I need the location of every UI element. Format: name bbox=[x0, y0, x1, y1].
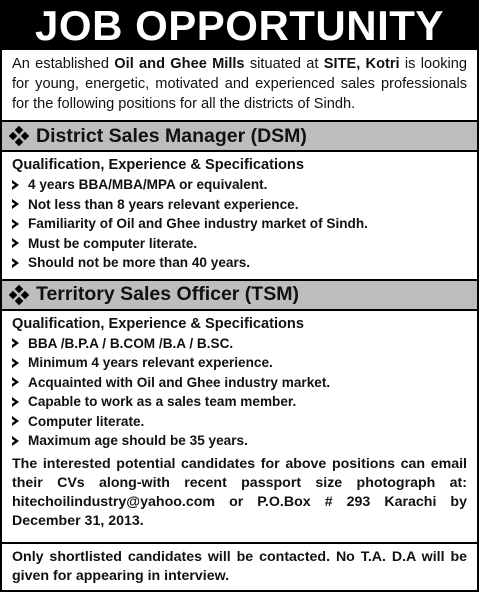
list-item: Must be computer literate. bbox=[12, 234, 477, 254]
tsm-requirements-list bbox=[2, 334, 477, 451]
arrow-bullet-icon bbox=[12, 199, 19, 209]
position-title: Territory Sales Officer (TSM) bbox=[36, 283, 299, 305]
intro-text-2: situated at bbox=[244, 56, 324, 72]
intro-text-1: An established bbox=[12, 56, 115, 72]
position-tsm-header bbox=[2, 279, 477, 311]
list-item: Not less than 8 years relevant experience. bbox=[12, 195, 477, 215]
headline: JOB OPPORTUNITY bbox=[2, 2, 477, 50]
company-name: Oil and Ghee Mills bbox=[114, 56, 245, 72]
list-item: Maximum age should be 35 years. bbox=[12, 431, 477, 451]
list-item: Capable to work as a sales team member. bbox=[12, 392, 477, 412]
list-item: Acquainted with Oil and Ghee industry market. bbox=[12, 373, 477, 393]
arrow-bullet-icon bbox=[12, 338, 19, 348]
arrow-bullet-icon bbox=[12, 397, 19, 407]
list-item: 4 years BBA/MBA/MPA or equivalent. bbox=[12, 175, 477, 195]
contact-paragraph: The interested potential candidates for above positions can email their CVs along-with recent passport size photograph at: hitechoilindustry@yahoo.com or P.O.Box # 293 Karachi by December 31, 2013. bbox=[12, 455, 467, 529]
dsm-requirements-list bbox=[2, 175, 477, 273]
qualification-subheading: Qualification, Experience & Specifications bbox=[12, 315, 304, 332]
arrow-bullet-icon bbox=[12, 377, 19, 387]
arrow-bullet-icon bbox=[12, 180, 19, 190]
list-item: Familiarity of Oil and Ghee industry market of Sindh. bbox=[12, 214, 477, 234]
position-title: District Sales Manager (DSM) bbox=[36, 124, 307, 147]
qualification-subheading: Qualification, Experience & Specifications bbox=[12, 157, 304, 173]
intro-text-3: is looking for young, energetic, motivated and experienced sales professionals for the following positions for all the districts of Sindh. bbox=[12, 56, 468, 112]
arrow-bullet-icon bbox=[12, 436, 19, 446]
list-item: Should not be more than 40 years. bbox=[12, 253, 477, 273]
position-dsm-header bbox=[2, 120, 477, 152]
diamond-bullet-icon bbox=[10, 127, 28, 145]
list-item: BBA /B.P.A / B.COM /B.A / B.SC. bbox=[12, 334, 477, 354]
diamond-bullet-icon bbox=[10, 286, 28, 304]
arrow-bullet-icon bbox=[12, 238, 19, 248]
intro-paragraph bbox=[2, 50, 477, 114]
list-item: Computer literate. bbox=[12, 412, 477, 432]
company-location: SITE, Kotri bbox=[323, 56, 400, 72]
arrow-bullet-icon bbox=[12, 258, 19, 268]
footer-note: Only shortlisted candidates will be contacted. No T.A. D.A will be given for appearing in interview. bbox=[2, 542, 477, 590]
arrow-bullet-icon bbox=[12, 358, 19, 368]
arrow-bullet-icon bbox=[12, 416, 19, 426]
arrow-bullet-icon bbox=[12, 219, 19, 229]
list-item: Minimum 4 years relevant experience. bbox=[12, 353, 477, 373]
